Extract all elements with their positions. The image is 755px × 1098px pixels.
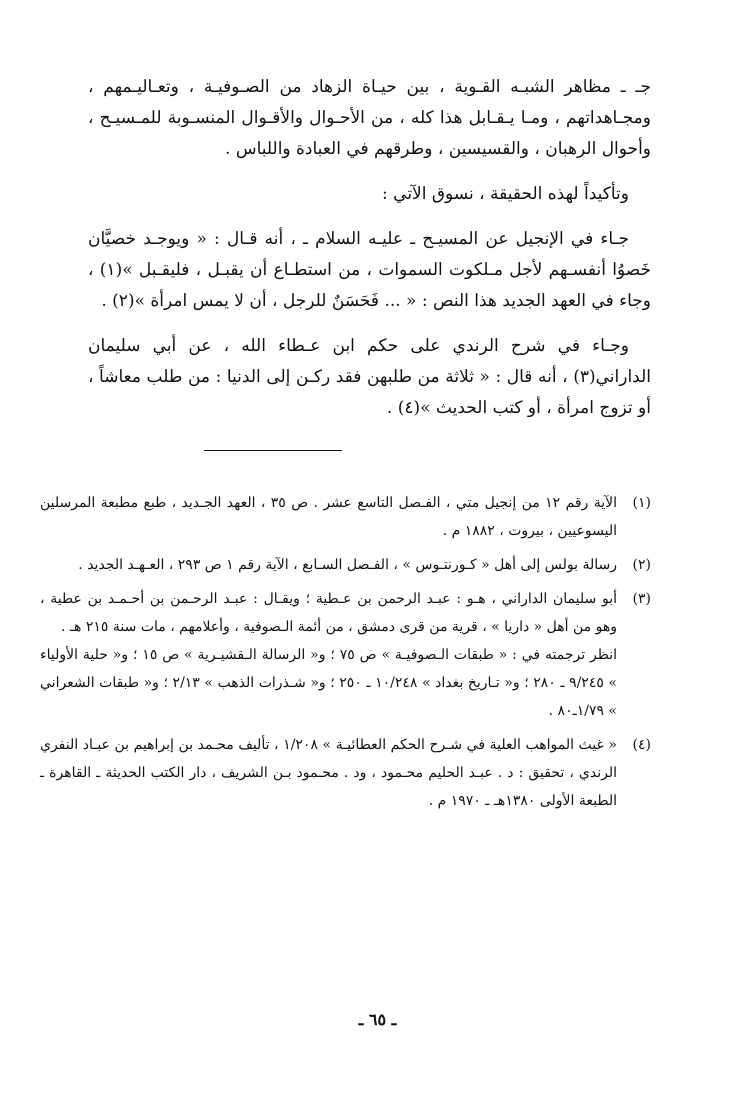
footnote-number: (٤): [632, 737, 651, 753]
footnote-number: (٢): [632, 557, 651, 573]
footnote-text: أبو سليمان الداراني ، هـو : عبـد الرحمن بن عـطية ؛ ويقـال : عبـد الرحـمن بن أحـمـد بن عطية ، وهو من أهل « داريا » ، قرية من قرى دمشق ، من أئمة الـصوفية ، وأعلامهم ، مات سنة ٢١٥ هـ .: [40, 591, 617, 635]
footnote-number: (٣): [632, 591, 651, 607]
footnote-separator: [204, 450, 342, 451]
paragraph-4: وجـاء في شرح الرندي على حكم ابن عـطاء الله ، عن أبي سليمان الداراني(٣) ، أنه قال : « ثلاثة من طلبهن فقد ركـن إلى الدنيا : من طلب معاشاً ، أو تزوج امرأة ، أو كتب الحديث »(٤) .: [88, 336, 651, 418]
footnote-number: (١): [632, 495, 651, 511]
footnote-text: « غيث المواهب العلية في شـرح الحكم العطائيـة » ١/٢٠٨ ، تأليف محـمد بن إبراهيم بن عبـاد النفري الرندي ، تحقيق : د . عبـد الحليم محـمود ، ود . محـمود بـن الشريف ، دار الكتب الحديثة ـ القاهرة ـ الطبعة الأولى ١٣٨٠هـ ـ ١٩٧٠ م .: [40, 737, 617, 809]
page-number: ـ ٦٥ ـ: [358, 1010, 397, 1029]
footnote-text: الآية رقم ١٢ من إنجيل متي ، الفـصل التاسع عشر . ص ٣٥ ، العهد الجـديد ، طبع مطبعة المرسلين اليسوعيين ، بيروت ، ١٨٨٢ م .: [40, 495, 618, 539]
footnote-separator-wrap: [88, 450, 651, 451]
footnote-3: [40, 585, 651, 725]
paragraph-2: وتأكيداً لهذه الحقيقة ، نسوق الآتي :: [382, 184, 629, 204]
footnotes: [40, 489, 651, 815]
paragraph-3: جـاء في الإنجيل عن المسيـح ـ عليـه السلام ـ ، أنه قـال : « ويوجـد خصيَّان خَصوُا أنفسـهم لأجل مـلكوت السموات ، من استطـاع أن يقبـل ، فليقـبل »(١) ، وجاء في العهد الجديد هذا النص : « ... فَحَسَنٌ للرجل ، أن لا يمس امرأة »(٢) .: [88, 229, 651, 311]
paragraph-1: جـ ـ مظاهر الشبـه القـوية ، بين حيـاة الزهاد من الصـوفيـة ، وتعـاليـمهم ، ومجـاهداتهم ، ومـا يـقـابل هذا كله ، من الأحـوال والأقـوال المنسـوبة للمـسيـح ، وأحوال الرهبان ، والقسيسين ، وطرقهم في العبادة واللباس .: [88, 77, 651, 159]
main-text: [88, 72, 651, 424]
footnote-sources: انظر ترجمته في : « طبقات الـصوفيـة » ص ٧٥ ؛ و« الرسالة الـقشيـرية » ص ١٥ ؛ و« حلية الأولياء » ٩/٢٤٥ ـ ٢٨٠ ؛ و« تـاريخ بغداد » ١٠/٢٤٨ ـ ٢٥٠ ؛ و« شـذرات الذهب » ٢/١٣ ؛ و« طبقات الشعراني » ١/٧٩ـ٨٠ .: [40, 647, 617, 719]
footnote-1: [40, 489, 651, 545]
footnote-2: [40, 551, 651, 579]
footnote-text: رسالة بولس إلى أهل « كـورنتـوس » ، الفـصل السـابع ، الآية رقم ١ ص ٢٩٣ ، العـهـد الجديد .: [78, 557, 617, 573]
footnote-4: [40, 731, 651, 815]
